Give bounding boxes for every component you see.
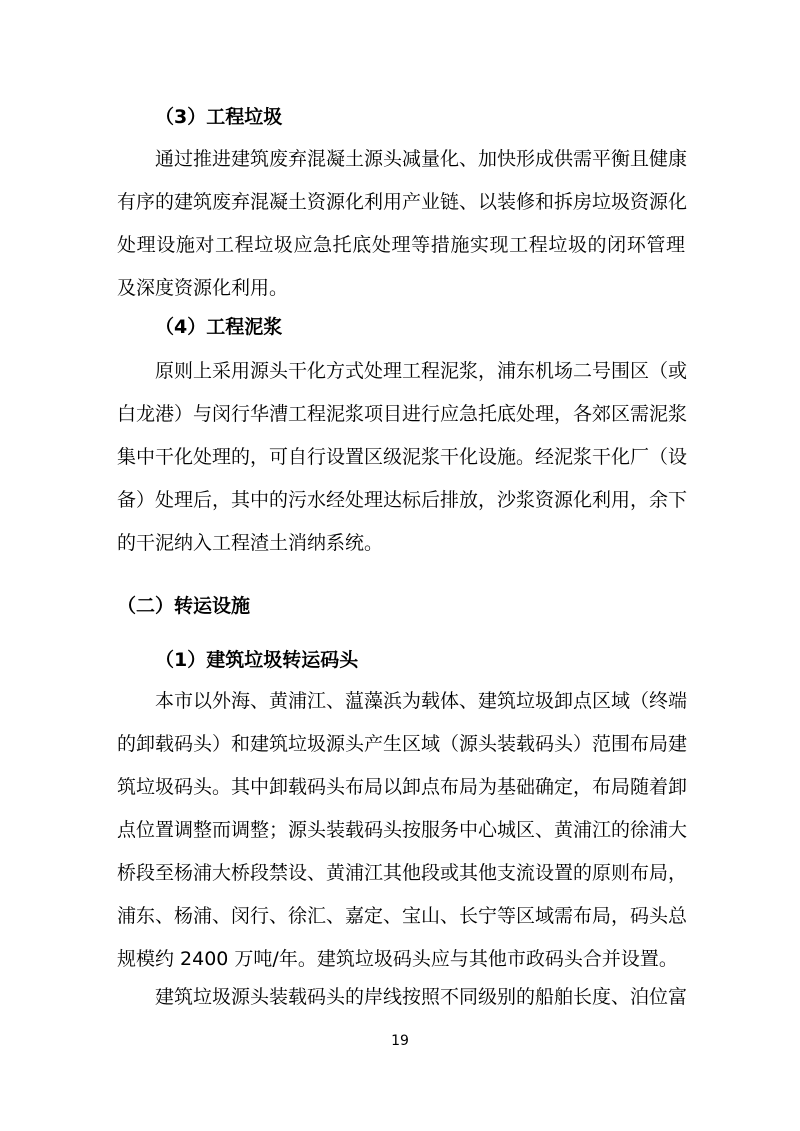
text-line: 筑垃圾码头。其中卸载码头布局以卸点布局为基础确定，布局随着卸 [117,776,688,798]
text-line: 的卸载码头）和建筑垃圾源头产生区域（源头装载码头）范围布局建 [117,733,688,755]
page-number: 19 [391,1033,409,1049]
text-line: 的干泥纳入工程渣土消纳系统。 [117,532,384,554]
text-line: 建筑垃圾源头装载码头的岸线按照不同级别的船舶长度、泊位富 [155,986,688,1008]
text-line: 通过推进建筑废弃混凝土源头减量化、加快形成供需平衡且健康 [155,148,688,170]
text-line: 处理设施对工程垃圾应急托底处理等措施实现工程垃圾的闭环管理 [117,234,685,256]
text-line: 备）处理后，其中的污水经处理达标后排放，沙浆资源化利用，余下 [117,489,688,511]
text-line: 规模约 2400 万吨/年。建筑垃圾码头应与其他市政码头合并设置。 [117,948,678,970]
text-line: 原则上采用源头干化方式处理工程泥浆，浦东机场二号围区（或 [155,360,688,382]
heading-engineering-waste: （3）工程垃圾 [155,106,283,128]
paragraph-wharf-shoreline [117,976,688,1019]
text-line: 及深度资源化利用。 [117,277,289,299]
section-title-transfer-facilities: （二）转运设施 [117,595,251,617]
text-line: 白龙港）与闵行华漕工程泥浆项目进行应急托底处理，各郊区需泥浆 [117,403,688,425]
text-line: 点位置调整而调整；源头装载码头按服务中心城区、黄浦江的徐浦大 [117,819,688,841]
paragraph-transfer-wharf [117,680,688,981]
text-line: 集中干化处理的，可自行设置区级泥浆干化设施。经泥浆干化厂（设 [117,446,688,468]
heading-engineering-mud: （4）工程泥浆 [155,316,283,338]
text-line: 有序的建筑废弃混凝土资源化利用产业链、以装修和拆房垃圾资源化 [117,191,688,213]
paragraph-engineering-waste [117,138,688,310]
paragraph-engineering-mud [117,350,688,565]
text-line: 浦东、杨浦、闵行、徐汇、嘉定、宝山、长宁等区域需布局，码头总 [117,905,688,927]
heading-transfer-wharf: （1）建筑垃圾转运码头 [155,649,359,671]
text-line: 本市以外海、黄浦江、蕰藻浜为载体、建筑垃圾卸点区域（终端 [155,690,688,712]
text-line: 桥段至杨浦大桥段禁设、黄浦江其他段或其他支流设置的原则布局， [117,862,688,884]
